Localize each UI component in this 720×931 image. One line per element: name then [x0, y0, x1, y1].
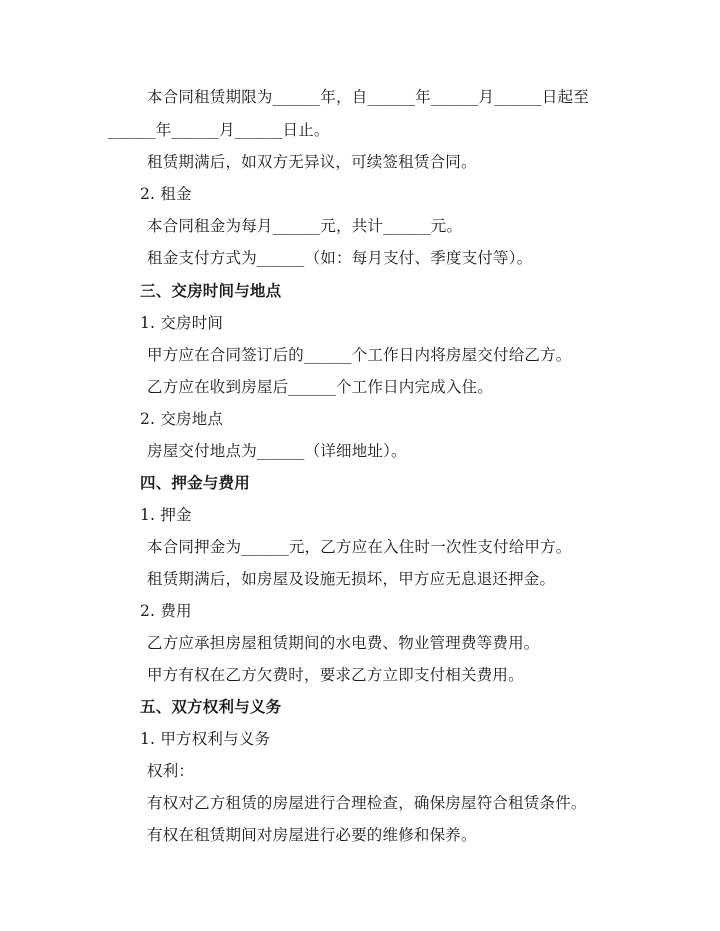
- deposit-clause-1: 本合同押金为______元，乙方应在入住时一次性支付给甲方。: [147, 538, 572, 556]
- chapter-5-heading: 五、双方权利与义务: [140, 698, 282, 716]
- chapter-3-heading: 三、交房时间与地点: [140, 282, 282, 300]
- rent-amount-clause: 本合同租金为每月______元，共计______元。: [147, 217, 463, 235]
- lease-term-line-1: 本合同租赁期限为______年，自______年______月______日起至: [147, 88, 590, 106]
- handover-place-clause: 房屋交付地点为______（详细地址）。: [147, 442, 407, 460]
- section-handover-time-title: 1. 交房时间: [140, 314, 224, 332]
- section-rent-title: 2. 租金: [140, 185, 192, 203]
- chapter-4-heading: 四、押金与费用: [140, 474, 250, 492]
- handover-time-clause-2: 乙方应在收到房屋后______个工作日内完成入住。: [147, 378, 494, 396]
- section-deposit-title: 1. 押金: [140, 506, 192, 524]
- section-fees-title: 2. 费用: [140, 602, 192, 620]
- deposit-clause-2: 租赁期满后，如房屋及设施无损坏，甲方应无息退还押金。: [147, 570, 556, 588]
- section-lessor-rights-title: 1. 甲方权利与义务: [140, 730, 271, 748]
- fees-clause-1: 乙方应承担房屋租赁期间的水电费、物业管理费等费用。: [147, 634, 540, 652]
- section-handover-place-title: 2. 交房地点: [140, 410, 224, 428]
- rent-payment-clause: 租金支付方式为______（如：每月支付、季度支付等）。: [147, 249, 533, 267]
- fees-clause-2: 甲方有权在乙方欠费时，要求乙方立即支付相关费用。: [147, 666, 524, 684]
- rights-label: 权利：: [147, 762, 195, 780]
- rights-clause-1: 有权对乙方租赁的房屋进行合理检查，确保房屋符合租赁条件。: [147, 794, 587, 812]
- handover-time-clause-1: 甲方应在合同签订后的______个工作日内将房屋交付给乙方。: [147, 346, 572, 364]
- lease-term-line-2: ______年______月______日止。: [108, 121, 330, 139]
- rights-clause-2: 有权在租赁期间对房屋进行必要的维修和保养。: [147, 826, 477, 844]
- renewal-clause: 租赁期满后，如双方无异议，可续签租赁合同。: [147, 153, 477, 171]
